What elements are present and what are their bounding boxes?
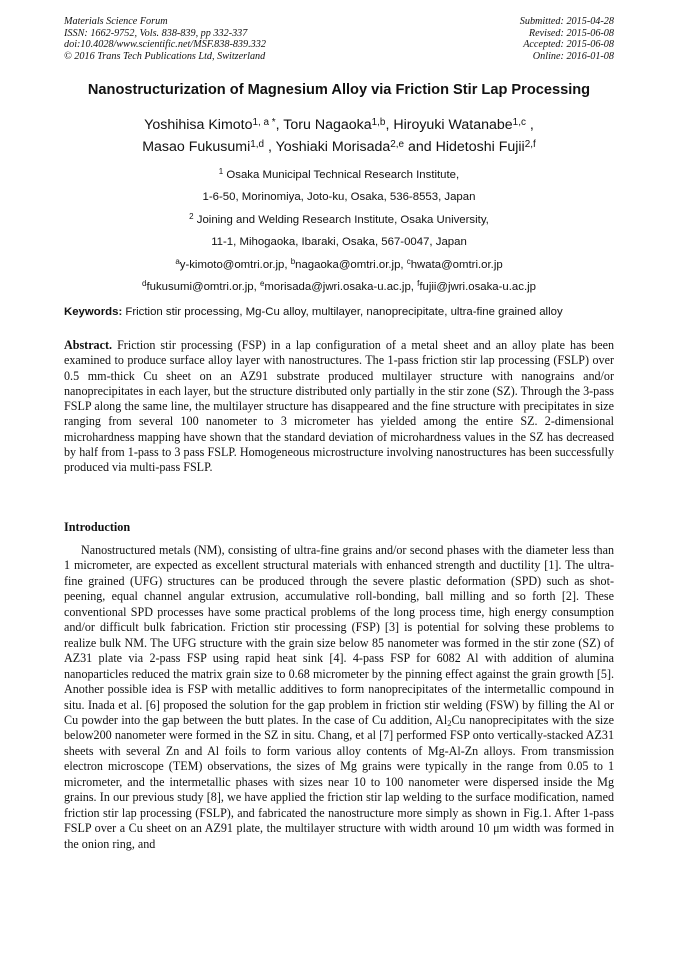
author-sep: ,	[275, 117, 284, 133]
author-name: Hiroyuki Watanabe	[393, 117, 513, 133]
affiliation-text: Joining and Welding Research Institute, Osaka University,	[193, 213, 489, 226]
header-left	[64, 16, 266, 62]
email-b: nagaoka@omtri.or.jp,	[295, 258, 407, 271]
author-line-2	[40, 136, 638, 158]
doi-line: doi:10.4028/www.scientific.net/MSF.838-839.332	[64, 39, 266, 50]
author-sup: 1,c	[512, 116, 526, 128]
abstract-label: Abstract.	[64, 338, 113, 352]
revised-date: Revised: 2015-06-08	[528, 27, 614, 39]
affiliation-1-address: 1-6-50, Morinomiya, Joto-ku, Osaka, 536-8553, Japan	[202, 191, 476, 204]
email-a: y-kimoto@omtri.or.jp,	[179, 258, 291, 271]
affiliation-1-name	[40, 164, 638, 186]
abstract	[64, 338, 614, 476]
introduction-text-1: Nanostructured metals (NM), consisting of ultra-fine grains and/or second phases with the diameter less than 1 micrometer, are expected as excellent structural materials with enhanced strength and ductility [1]. The ultra-fine grained (UFG) structures can be produced through the severe plastic deformation (SPD) such as shot-peening, equal channel angular extrusion, accumulative roll-bonding, ball milling and so forth [2]. These conventional SPD processes have some practical problems of the long process time, high energy consumption and/or difficult bulk fabrication. Friction stir processing (FSP) [3] is potential for solving these problems to realize bulk NM. The UFG structure with the grain size below 85 nanometer was formed in the stir zone (SZ) of AZ31 plate via 2-pass FSP using rapid heat sink [4]. 4-pass FSP for 6082 Al with addition of alumina nanoparticles reduced the matrix grain size to 0.68 micrometer by the pinning effect against the grain growth [5]. Another possible idea is FSP with metallic additives to form nanoprecipitates of the intermetallic compound in situ. Inada et al. [6] proposed the solution for the gap problem in friction stir welding (FSW) by filling the Al or Cu powder into the gap between the butt plates. In the case of Cu addition, Al	[64, 543, 614, 727]
author-sup: 2,e	[390, 138, 405, 150]
keywords-label: Keywords:	[64, 306, 123, 318]
issn-line: ISSN: 1662-9752, Vols. 838-839, pp 332-337	[64, 27, 248, 39]
author-name: Yoshihisa Kimoto	[144, 117, 253, 133]
submitted-date: Submitted: 2015-04-28	[519, 16, 614, 27]
author-sup: 1, a *	[252, 116, 276, 128]
author-list	[40, 114, 638, 158]
affiliation-text: Osaka Municipal Technical Research Institute,	[223, 169, 460, 181]
author-sep: ,	[525, 117, 534, 133]
affiliations	[40, 164, 638, 298]
author-sup: 1,d	[250, 138, 265, 150]
email-sup: d	[142, 279, 147, 289]
email-line-2	[40, 276, 638, 298]
author-sup: 2,f	[524, 138, 536, 150]
affiliation-sup: 1	[218, 167, 224, 177]
accepted-date: Accepted: 2015-06-08	[523, 39, 614, 50]
author-sep: ,	[385, 117, 394, 133]
email-sup: e	[259, 279, 265, 289]
email-f: fujii@jwri.osaka-u.ac.jp	[419, 281, 536, 294]
email-d: fukusumi@omtri.or.jp,	[146, 281, 260, 294]
author-name: Yoshiaki Morisada	[275, 139, 391, 155]
paper-title: Nanostructurization of Magnesium Alloy via Friction Stir Lap Processing	[87, 82, 591, 98]
affiliation-sup: 2	[189, 212, 194, 222]
author-name: Hidetoshi Fujii	[435, 139, 525, 155]
copyright-line: © 2016 Trans Tech Publications Ltd, Switzerland	[64, 50, 266, 62]
abstract-text: Friction stir processing (FSP) in a lap configuration of a metal sheet and an alloy plate has been examined to produce surface alloy layer with nanostructures. The 1-pass friction stir lap processing (FSLP) over 0.5 mm-thick Cu sheet on an AZ91 substrate produced multilayer structure with nanograins and/or nanoprecipitates in each layer, but the structure distributed only partially in the stir zone (SZ). Through the 3-pass FSLP along the same line, the multilayer structure has disappeared and the fine structure with precipitates in size ranging from several 100 nanometer to 3 micrometer has yielded among the entire SZ. 2-dimensional microhardness mapping have shown that the standard deviation of microhardness values in the SZ has decreased by half from 1-pass to 3 pass FSLP. Homogeneous microstructure involving nanostructures has been successfully produced via multi-pass FSLP.	[64, 338, 614, 475]
introduction-heading: Introduction	[64, 520, 131, 534]
email-sup: c	[406, 257, 411, 267]
journal-name: Materials Science Forum	[64, 16, 168, 27]
author-line-1	[40, 114, 638, 136]
author-sep: and	[404, 139, 436, 155]
keywords-text: Friction stir processing, Mg-Cu alloy, multilayer, nanoprecipitate, ultra-fine grained alloy	[122, 306, 563, 318]
keywords	[64, 306, 620, 318]
email-sup: a	[175, 257, 180, 267]
introduction-text-2: Cu nanoprecipitates with the size below200 nanometer were formed in the SZ in situ. Chang, et al [7] performed FSP onto vertically-stacked AZ31 sheets with several Zn and Al foils to form various alloy contents of Mg-Al-Zn alloys. From transmission electron microscope (TEM) observations, the sizes of Mg grains were typically in the range from 0.05 to 1 micrometer, and the intermetallic phases with sizes near 10 to 100 nanometer were dispersed inside the Mg grains. In our previous study [8], we have applied the friction stir lap welding to the surface modification, named friction stir lap processing (FSLP), and fabricated the nanostructure more simply as shown in Fig.1. After 1-pass FSLP over a Cu sheet on an AZ91 plate, the multilayer structure with width around 10 μm width was formed in the onion ring, and	[64, 712, 614, 851]
email-line-1	[40, 254, 638, 276]
affiliation-2-address: 11-1, Mihogaoka, Ibaraki, Osaka, 567-0047, Japan	[211, 236, 467, 249]
author-name: Toru Nagaoka	[283, 117, 372, 133]
subscript-2: 2	[447, 718, 452, 729]
email-sup: b	[290, 257, 296, 267]
email-c: hwata@omtri.or.jp	[410, 258, 503, 271]
online-date: Online: 2016-01-08	[532, 50, 614, 62]
introduction-body	[64, 543, 614, 852]
author-sep: ,	[264, 139, 276, 155]
affiliation-2-name	[40, 209, 638, 231]
header-right	[520, 16, 614, 62]
email-sup: f	[417, 279, 420, 289]
email-e: morisada@jwri.osaka-u.ac.jp,	[264, 281, 418, 294]
author-name: Masao Fukusumi	[142, 139, 251, 155]
author-sup: 1,b	[371, 116, 386, 128]
